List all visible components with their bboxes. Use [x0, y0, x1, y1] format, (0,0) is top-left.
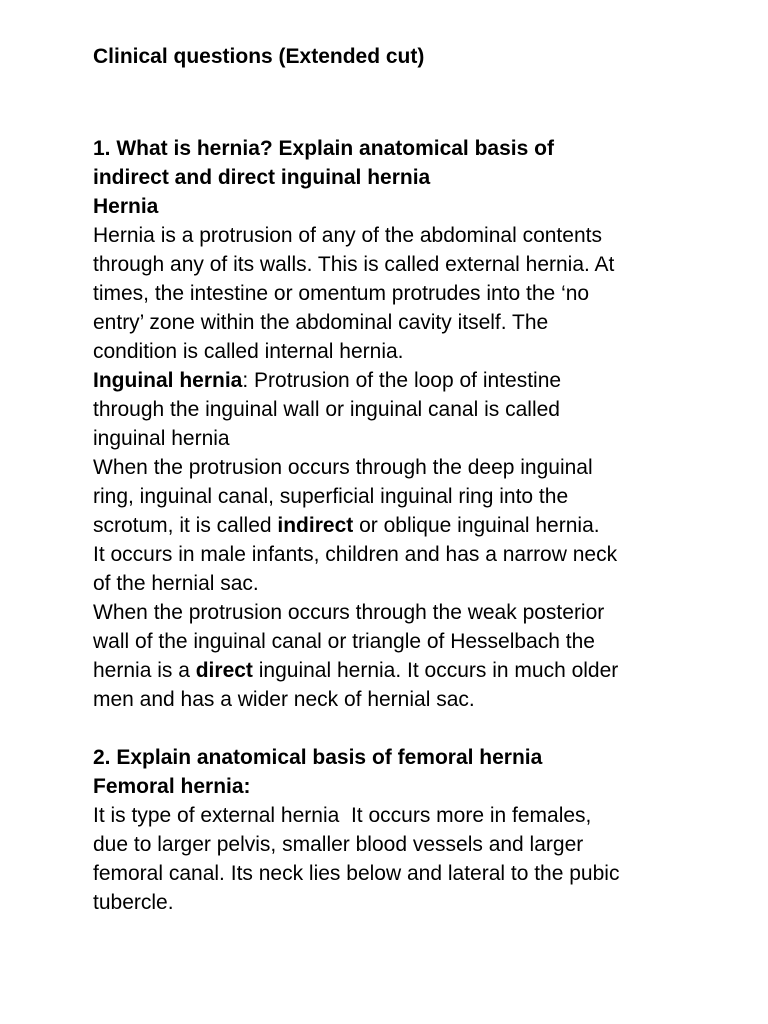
paragraph-line: wall of the inguinal canal or triangle of Hesselbach the: [93, 630, 595, 653]
hernia-subheading: Hernia: [93, 195, 159, 218]
paragraph-line: due to larger pelvis, smaller blood vessels and larger: [93, 833, 584, 856]
inguinal-hernia-definition: : Protrusion of the loop of intestine: [242, 369, 562, 392]
indirect-line-prefix: scrotum, it is called: [93, 514, 278, 537]
paragraph-line: femoral canal. Its neck lies below and lateral to the pubic: [93, 862, 620, 885]
indirect-hernia-line: [93, 511, 753, 540]
document-body: [93, 134, 753, 917]
paragraph-line: It occurs in male infants, children and has a narrow neck: [93, 543, 618, 566]
paragraph-line: through any of its walls. This is called external hernia. At: [93, 253, 615, 276]
document-title: Clinical questions (Extended cut): [93, 45, 425, 68]
indirect-line-suffix: or oblique inguinal hernia.: [353, 514, 600, 537]
section-spacer: [93, 714, 753, 743]
paragraph-line: When the protrusion occurs through the deep inguinal: [93, 456, 593, 479]
inguinal-hernia-term: Inguinal hernia: [93, 369, 243, 392]
paragraph-line: condition is called internal hernia.: [93, 340, 404, 363]
direct-line-prefix: hernia is a: [93, 659, 196, 682]
paragraph-line: ring, inguinal canal, superficial inguinal ring into the: [93, 485, 569, 508]
question-2-heading: 2. Explain anatomical basis of femoral hernia: [93, 746, 543, 769]
question-1-heading-line-1: 1. What is hernia? Explain anatomical basis of: [93, 137, 554, 160]
paragraph-line: When the protrusion occurs through the weak posterior: [93, 601, 605, 624]
direct-line-suffix: inguinal hernia. It occurs in much older: [252, 659, 619, 682]
paragraph-line: times, the intestine or omentum protrudes into the ‘no: [93, 282, 590, 305]
paragraph-line: through the inguinal wall or inguinal canal is called: [93, 398, 560, 421]
paragraph-line: entry’ zone within the abdominal cavity itself. The: [93, 311, 549, 334]
inguinal-hernia-line: [93, 366, 753, 395]
direct-term: direct: [195, 659, 253, 682]
femoral-hernia-subheading: Femoral hernia:: [93, 775, 251, 798]
indirect-term: indirect: [277, 514, 354, 537]
paragraph-line: Hernia is a protrusion of any of the abdominal contents: [93, 224, 602, 247]
paragraph-line: It is type of external hernia It occurs more in females,: [93, 804, 592, 827]
paragraph-line: tubercle.: [93, 891, 174, 914]
paragraph-line: men and has a wider neck of hernial sac.: [93, 688, 475, 711]
paragraph-line: of the hernial sac.: [93, 572, 259, 595]
paragraph-line: inguinal hernia: [93, 427, 230, 450]
question-1-heading-line-2: indirect and direct inguinal hernia: [93, 166, 431, 189]
direct-hernia-line: [93, 656, 753, 685]
